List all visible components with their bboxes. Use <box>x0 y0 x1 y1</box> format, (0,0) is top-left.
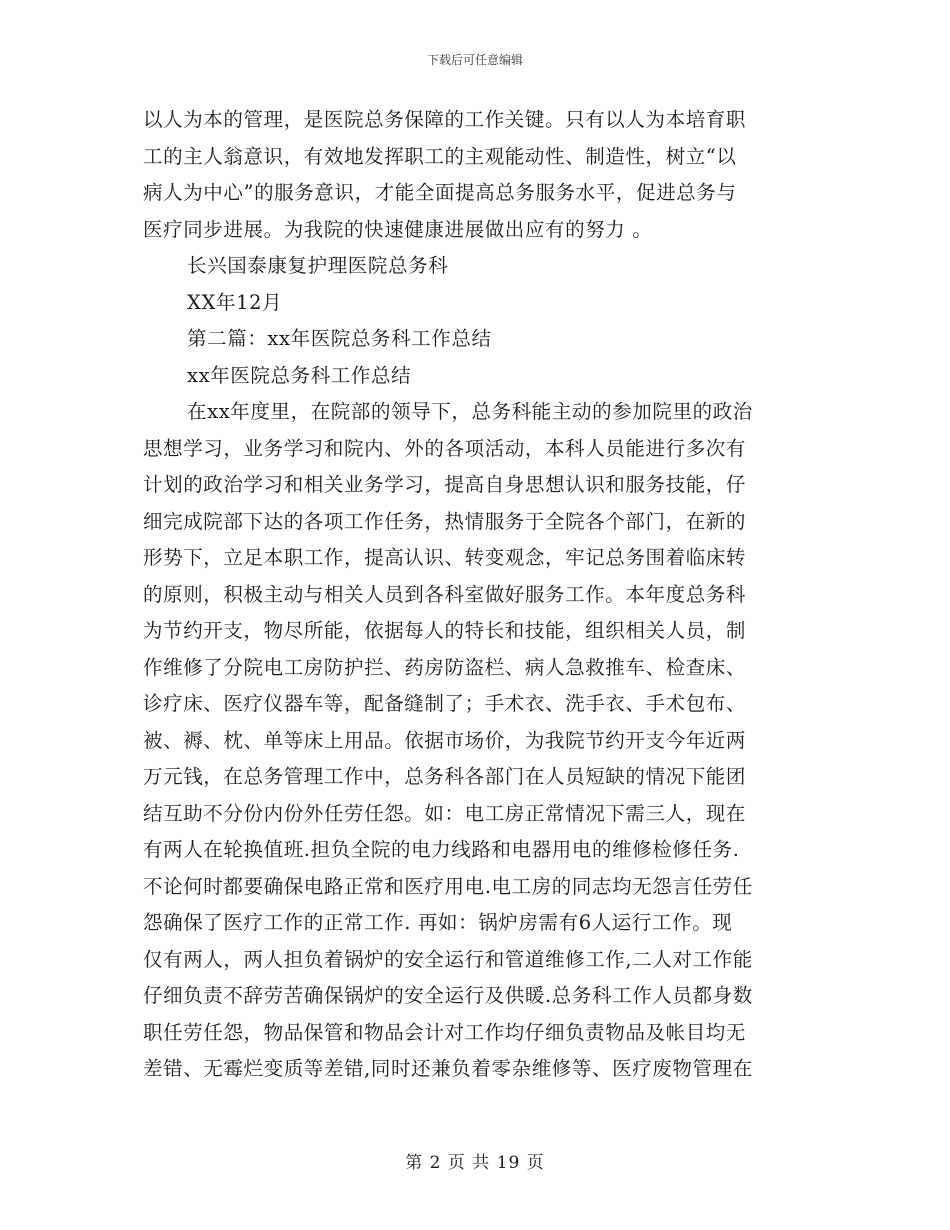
paragraph-line: 仅有两人，两人担负着锅炉的安全运行和管道维修工作,二人对工作能 <box>143 947 753 971</box>
paragraph-line: 计划的政治学习和相关业务学习，提高自身思想认识和服务技能，仔 <box>143 473 747 496</box>
signature-department: 长兴国泰康复护理医院总务科 <box>187 254 449 277</box>
page-number: 第 2 页 共 19 页 <box>405 1153 545 1173</box>
paragraph-line: 形势下，立足本职工作，提高认识、转变观念，牢记总务围着临床转 <box>143 546 747 569</box>
paragraph-line: 结互助不分份内份外任劳任怨。如：电工房正常情况下需三人，现在 <box>143 801 747 825</box>
paragraph-line: 怨确保了医疗工作的正常工作. 再如：锅炉房需有6人运行工作。现 <box>143 911 733 934</box>
paragraph-line: 诊疗床、医疗仪器车等，配备缝制了；手术衣、洗手衣、手术包布、 <box>143 692 747 715</box>
paragraph-line: 的原则，积极主动与相关人员到各科室做好服务工作。本年度总务科 <box>143 582 747 606</box>
page-header-note: 下载后可任意编辑 <box>426 53 523 67</box>
paragraph-line: 作维修了分院电工房防护拦、药房防盗栏、病人急救推车、检查床、 <box>143 655 747 679</box>
section-title: xx年医院总务科工作总结 <box>187 363 412 387</box>
paragraph-line: 有两人在轮换值班.担负全院的电力线路和电器用电的维修检修任务. <box>143 838 740 861</box>
paragraph-line: 工的主人翁意识，有效地发挥职工的主观能动性、制造性，树立“以 <box>143 144 737 168</box>
paragraph-line: 以人为本的管理，是医院总务保障的工作关键。只有以人为本培育职 <box>143 108 747 131</box>
section-heading: 第二篇：xx年医院总务科工作总结 <box>187 327 492 350</box>
paragraph-line: 仔细负责不辞劳苦确保锅炉的安全运行及供暖.总务科工作人员都身数 <box>143 984 753 1007</box>
signature-date: XX年12月 <box>187 290 283 314</box>
document-body <box>143 102 807 1088</box>
paragraph-line: 差错、无霉烂变质等差错,同时还兼负着零杂维修等、医疗废物管理在 <box>143 1057 753 1080</box>
paragraph-line: 细完成院部下达的各项工作任务，热情服务于全院各个部门，在新的 <box>143 509 747 533</box>
paragraph-line: 不论何时都要确保电路正常和医疗用电.电工房的同志均无怨言任劳任 <box>143 874 753 898</box>
paragraph-line: 在xx年度里，在院部的领导下，总务科能主动的参加院里的政治 <box>187 400 753 423</box>
paragraph-line: 为节约开支，物尽所能，依据每人的特长和技能，组织相关人员，制 <box>143 619 747 642</box>
paragraph-line: 被、褥、枕、单等床上用品。依据市场价，为我院节约开支今年近两 <box>143 728 747 752</box>
paragraph-line: 万元钱，在总务管理工作中，总务科各部门在人员短缺的情况下能团 <box>143 765 747 788</box>
paragraph-line: 医疗同步进展。为我院的快速健康进展做出应有的努力 。 <box>143 217 653 241</box>
paragraph-line: 思想学习，业务学习和院内、外的各项活动，本科人员能进行多次有 <box>143 436 747 460</box>
paragraph-line: 病人为中心”的服务意识，才能全面提高总务服务水平，促进总务与 <box>143 181 737 204</box>
paragraph-line: 职任劳任怨，物品保管和物品会计对工作均仔细负责物品及帐目均无 <box>143 1020 747 1044</box>
